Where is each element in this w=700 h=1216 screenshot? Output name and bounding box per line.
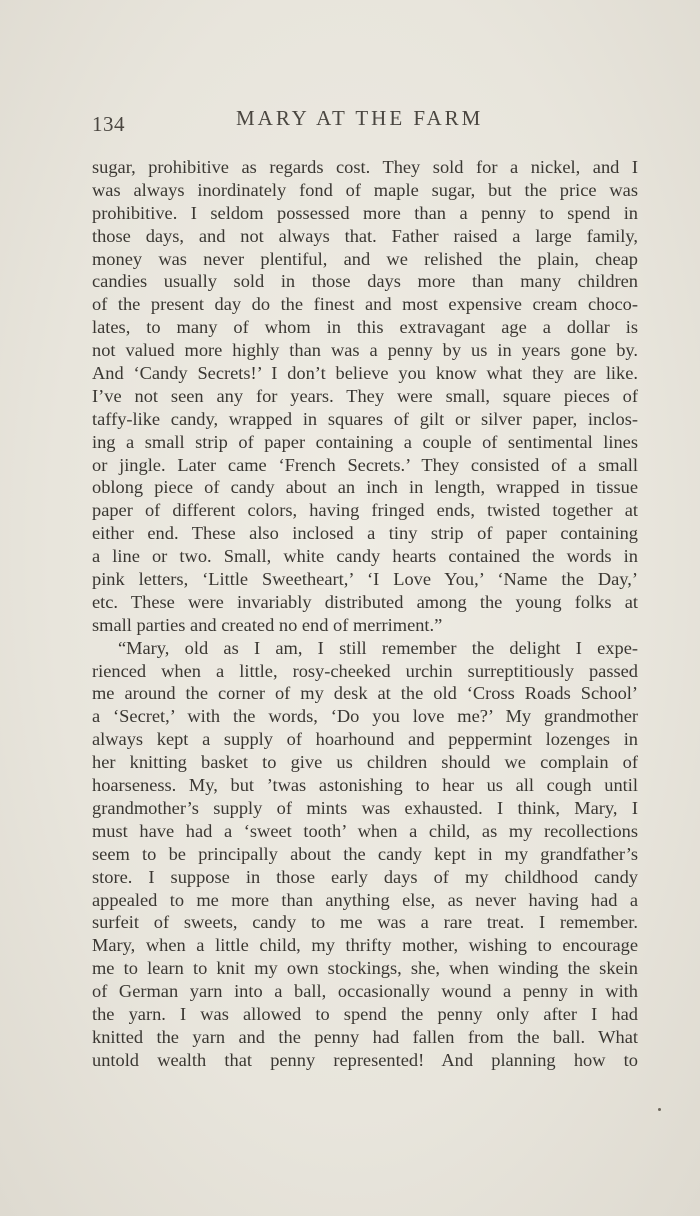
text-line: the yarn. I was allowed to spend the penny only after I had [92,1003,638,1024]
text-line: store. I suppose in those early days of my childhood candy [92,866,638,887]
text-line: taffy-like candy, wrapped in squares of gilt or silver paper, inclos- [92,408,638,429]
text-line: Mary, when a little child, my thrifty mother, wishing to encourage [92,935,638,956]
page-number: 134 [92,112,125,136]
text-line: untold wealth that penny represented! And planning how to [92,1049,638,1070]
paragraph-end-line: small parties and created no end of merriment.” [92,614,443,635]
running-head [92,106,638,140]
text-line: me around the corner of my desk at the old ‘Cross Roads School’ [92,683,638,704]
text-line: not valued more highly than was a penny by us in years gone by. [92,340,638,361]
text-line: surfeit of sweets, candy to me was a rare treat. I remember. [92,912,638,933]
text-line: was always inordinately fond of maple sugar, but the price was [92,179,638,200]
text-line: either end. These also inclosed a tiny strip of paper containing [92,523,638,544]
text-line: pink letters, ‘Little Sweetheart,’ ‘I Love You,’ ‘Name the Day,’ [92,569,638,590]
text-line: must have had a ‘sweet tooth’ when a child, as my recollections [92,820,638,841]
text-line: prohibitive. I seldom possessed more than a penny to spend in [92,202,638,223]
running-title: MARY AT THE FARM [236,106,484,130]
text-line: her knitting basket to give us children should we complain of [92,752,638,773]
text-line: candies usually sold in those days more than many children [92,271,638,292]
text-line: lates, to many of whom in this extravagant age a dollar is [92,317,638,338]
body-text [92,156,638,1072]
text-line: a ‘Secret,’ with the words, ‘Do you love me?’ My grandmother [92,706,638,727]
paragraph-start-line: “Mary, old as I am, I still remember the delight I expe- [118,637,638,658]
text-line: appealed to me more than anything else, as never having had a [92,889,638,910]
text-line: paper of different colors, having fringed ends, twisted together at [92,500,638,521]
text-line: rienced when a little, rosy-cheeked urchin surreptitiously passed [92,660,638,681]
text-line: hoarseness. My, but ’twas astonishing to hear us all cough until [92,775,638,796]
text-line: I’ve not seen any for years. They were small, square pieces of [92,385,638,406]
text-line: oblong piece of candy about an inch in length, wrapped in tissue [92,477,638,498]
text-line: me to learn to knit my own stockings, she, when winding the skein [92,958,638,979]
text-line: always kept a supply of hoarhound and peppermint lozenges in [92,729,638,750]
text-line: of the present day do the finest and most expensive cream choco- [92,294,638,315]
text-line: ing a small strip of paper containing a couple of sentimental lines [92,431,638,452]
text-line: sugar, prohibitive as regards cost. They sold for a nickel, and I [92,157,638,177]
text-line: grandmother’s supply of mints was exhausted. I think, Mary, I [92,797,638,818]
text-line: etc. These were invariably distributed among the young folks at [92,591,638,612]
text-line: seem to be principally about the candy kept in my grandfather’s [92,843,638,864]
text-line: money was never plentiful, and we relished the plain, cheap [92,248,638,269]
paper-speck [658,1108,661,1111]
text-line: or jingle. Later came ‘French Secrets.’ They consisted of a small [92,454,638,475]
text-line: of German yarn into a ball, occasionally wound a penny in with [92,981,638,1002]
text-line: And ‘Candy Secrets!’ I don’t believe you know what they are like. [92,363,638,384]
text-line: those days, and not always that. Father raised a large family, [92,225,638,246]
text-line: a line or two. Small, white candy hearts contained the words in [92,546,638,567]
text-line: knitted the yarn and the penny had fallen from the ball. What [92,1026,638,1047]
